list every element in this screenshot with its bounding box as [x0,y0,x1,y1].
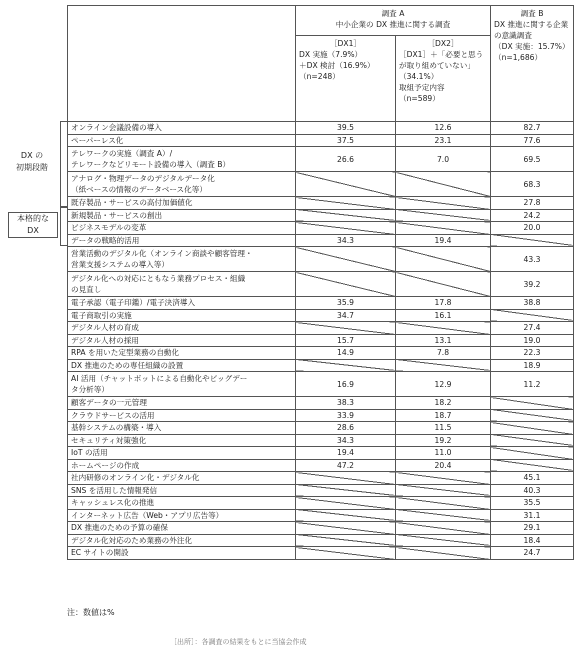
empty-cell-dx1 [296,484,396,497]
value-cell-b: 18.4 [491,534,574,547]
table-row [68,222,574,235]
table-row [68,209,574,222]
row-label: セキュリティ対策強化 [68,434,296,447]
value-cell-b: 40.3 [491,484,574,497]
table-row [68,347,574,360]
value-cell-b: 31.1 [491,509,574,522]
table-row [68,147,574,172]
value-cell-dx2: 13.1 [396,334,491,347]
row-label: 電子商取引の実施 [68,309,296,322]
dx-comparison-table [67,5,574,560]
survey-b-desc: DX 推進に関する企業の意識調査 （DX 実施：15.7%） （n=1,686） [494,20,570,62]
table-row [68,172,574,197]
row-label: 新規製品・サービスの創出 [68,209,296,222]
value-cell-b: 68.3 [491,172,574,197]
table-row [68,447,574,460]
empty-cell-dx2 [396,484,491,497]
empty-cell-b [491,434,574,447]
survey-a-title: 調査 A [381,9,405,18]
survey-a-header [296,6,491,36]
table-row [68,409,574,422]
table-row [68,472,574,485]
table-row [68,434,574,447]
row-label: デジタル化への対応にともなう業務プロセス・組織 の見直し [68,272,296,297]
row-label: ペーパーレス化 [68,134,296,147]
empty-cell-dx1 [296,497,396,510]
value-cell-b: 24.7 [491,547,574,560]
value-cell-b: 35.5 [491,497,574,510]
empty-cell-dx1 [296,359,396,372]
table-row [68,497,574,510]
value-cell-b: 22.3 [491,347,574,360]
value-cell-dx1: 14.9 [296,347,396,360]
value-cell-dx2: 11.5 [396,422,491,435]
value-cell-dx1: 35.9 [296,297,396,310]
table-row [68,359,574,372]
row-label: 社内研修のオンライン化・デジタル化 [68,472,296,485]
empty-cell-dx1 [296,272,396,297]
survey-a-subtitle: 中小企業の DX 推進に関する調査 [335,20,451,29]
row-label: 既存製品・サービスの高付加価値化 [68,197,296,210]
empty-cell-dx2 [396,172,491,197]
source-caption: ［出所］：各調査の結果をもとに当協会作成 [170,638,307,646]
value-cell-dx2: 18.7 [396,409,491,422]
value-cell-dx2: 7.0 [396,147,491,172]
empty-cell-dx2 [396,359,491,372]
table-row [68,397,574,410]
value-cell-dx1: 47.2 [296,459,396,472]
row-label: IoT の活用 [68,447,296,460]
dx2-desc: ［DX1］＋「必要と思うが取り組めていない」（34.1%） 取組予定内容 （n=589） [399,50,484,103]
row-label: アナログ・物理データのデジタルデータ化 （紙ベースの情報のデータベース化等） [68,172,296,197]
value-cell-dx1: 16.9 [296,372,396,397]
value-cell-dx2: 20.4 [396,459,491,472]
value-cell-b: 24.2 [491,209,574,222]
value-cell-dx2: 18.2 [396,397,491,410]
empty-cell-dx2 [396,472,491,485]
empty-cell-dx2 [396,222,491,235]
value-cell-b: 69.5 [491,147,574,172]
value-cell-b: 18.9 [491,359,574,372]
table-row [68,134,574,147]
dx1-desc: DX 実施（7.9%） ＋DX 検討（16.9%） （n=248） [299,50,375,81]
survey-b-header [491,6,574,122]
value-cell-dx2: 23.1 [396,134,491,147]
row-label: オンライン会議設備の導入 [68,122,296,135]
table-row [68,422,574,435]
row-label: インターネット広告（Web・アプリ広告等） [68,509,296,522]
value-cell-dx1: 26.6 [296,147,396,172]
value-cell-b: 11.2 [491,372,574,397]
value-cell-b: 27.4 [491,322,574,335]
table-row [68,122,574,135]
value-cell-b: 27.8 [491,197,574,210]
dx2-header [396,36,491,122]
row-label: RPA を用いた定型業務の自動化 [68,347,296,360]
table-row [68,372,574,397]
table-row [68,509,574,522]
table-row [68,197,574,210]
value-cell-b: 77.6 [491,134,574,147]
value-cell-dx1: 19.4 [296,447,396,460]
table-row [68,334,574,347]
row-label: 顧客データの一元管理 [68,397,296,410]
empty-cell-b [491,447,574,460]
row-label: 電子承認（電子印鑑）/電子決済導入 [68,297,296,310]
value-cell-dx2: 11.0 [396,447,491,460]
table-note: 注：数値は% [67,608,115,617]
value-cell-dx1: 34.7 [296,309,396,322]
value-cell-b: 39.2 [491,272,574,297]
empty-cell-dx1 [296,534,396,547]
value-cell-b: 45.1 [491,472,574,485]
dx2-title: ［DX2］ [427,39,459,48]
table-row [68,309,574,322]
empty-cell-b [491,309,574,322]
value-cell-dx2: 19.2 [396,434,491,447]
empty-cell-dx1 [296,322,396,335]
empty-cell-dx1 [296,209,396,222]
row-label: デジタル化対応のため業務の外注化 [68,534,296,547]
value-cell-dx2: 17.8 [396,297,491,310]
value-cell-dx1: 28.6 [296,422,396,435]
table-row [68,522,574,535]
empty-cell-dx1 [296,197,396,210]
empty-cell-dx2 [396,247,491,272]
empty-cell-dx2 [396,322,491,335]
row-label: データの戦略的活用 [68,234,296,247]
empty-cell-b [491,409,574,422]
row-label: SNS を活用した情報発信 [68,484,296,497]
value-cell-b: 82.7 [491,122,574,135]
table-row [68,247,574,272]
row-label: キャッシュレス化の推進 [68,497,296,510]
empty-cell-dx1 [296,172,396,197]
value-cell-dx1: 39.5 [296,122,396,135]
initial-stage-label: DX の 初期段階 [16,151,48,172]
row-label: EC サイトの開設 [68,547,296,560]
corner-cell [68,6,296,122]
value-cell-dx2: 19.4 [396,234,491,247]
value-cell-dx2: 12.9 [396,372,491,397]
empty-cell-b [491,397,574,410]
value-cell-dx1: 38.3 [296,397,396,410]
empty-cell-dx1 [296,247,396,272]
table-row [68,234,574,247]
row-label: DX 推進のための予算の確保 [68,522,296,535]
empty-cell-dx2 [396,209,491,222]
row-label: ビジネスモデルの変革 [68,222,296,235]
value-cell-b: 29.1 [491,522,574,535]
row-label: クラウドサービスの活用 [68,409,296,422]
empty-cell-dx2 [396,534,491,547]
row-label: 営業活動のデジタル化（オンライン商談や顧客管理・ 営業支援システムの導入等） [68,247,296,272]
row-label: ホームページの作成 [68,459,296,472]
full-dx-bracket [60,207,67,246]
table-row [68,459,574,472]
value-cell-dx1: 37.5 [296,134,396,147]
value-cell-b: 43.3 [491,247,574,272]
value-cell-dx1: 33.9 [296,409,396,422]
empty-cell-dx1 [296,509,396,522]
table-row [68,272,574,297]
value-cell-dx2: 7.8 [396,347,491,360]
value-cell-dx1: 34.3 [296,434,396,447]
value-cell-dx2: 12.6 [396,122,491,135]
empty-cell-dx2 [396,547,491,560]
empty-cell-dx2 [396,522,491,535]
row-label: テレワークの実施（調査 A）/ テレワークなどリモート設備の導入（調査 B） [68,147,296,172]
value-cell-b: 20.0 [491,222,574,235]
empty-cell-dx1 [296,522,396,535]
row-label: DX 推進のための専任組織の設置 [68,359,296,372]
empty-cell-b [491,459,574,472]
dx1-header [296,36,396,122]
full-dx-label: 本格的な DX [8,212,58,238]
empty-cell-dx2 [396,197,491,210]
value-cell-dx2: 16.1 [396,309,491,322]
row-label: デジタル人材の育成 [68,322,296,335]
initial-stage-bracket [60,121,67,207]
table-row [68,297,574,310]
survey-b-title: 調査 B [520,9,544,18]
table-row [68,547,574,560]
value-cell-b: 38.8 [491,297,574,310]
empty-cell-b [491,422,574,435]
value-cell-dx1: 15.7 [296,334,396,347]
empty-cell-dx1 [296,222,396,235]
table-row [68,484,574,497]
value-cell-dx1: 34.3 [296,234,396,247]
table-row [68,534,574,547]
empty-cell-dx2 [396,272,491,297]
row-label: 基幹システムの構築・導入 [68,422,296,435]
dx1-title: ［DX1］ [329,39,362,48]
empty-cell-b [491,234,574,247]
row-label: デジタル人材の採用 [68,334,296,347]
value-cell-b: 19.0 [491,334,574,347]
table-row [68,322,574,335]
empty-cell-dx2 [396,497,491,510]
empty-cell-dx1 [296,472,396,485]
empty-cell-dx1 [296,547,396,560]
row-label: AI 活用（チャットボットによる自動化やビッグデー タ分析等） [68,372,296,397]
empty-cell-dx2 [396,509,491,522]
